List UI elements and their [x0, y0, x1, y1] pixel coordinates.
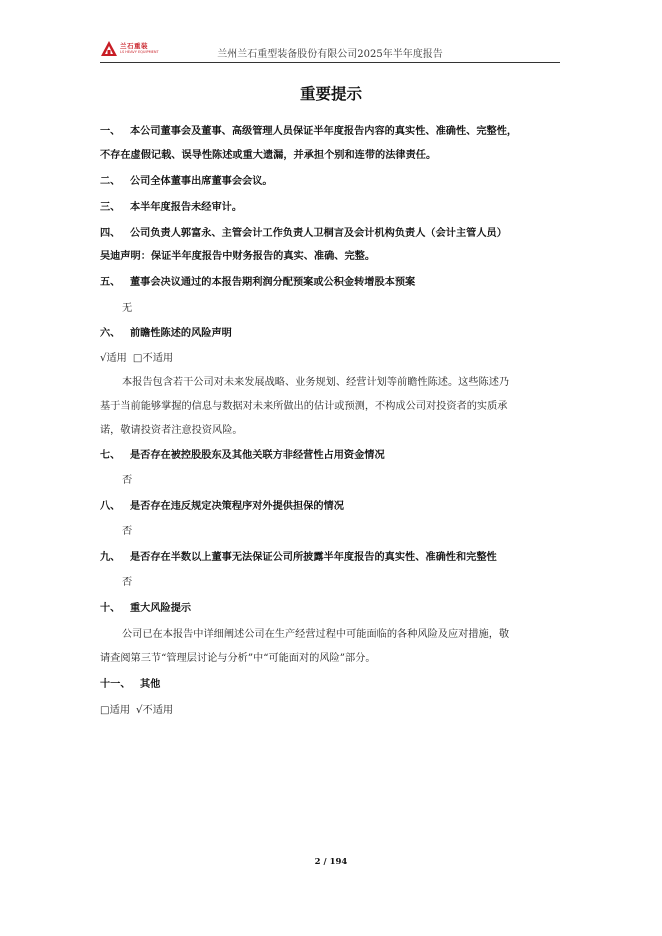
section-6-heading: [100, 322, 562, 346]
section-text: 本半年度报告未经审计。: [130, 202, 243, 213]
option-not-applicable: √不适用: [136, 705, 174, 716]
section-number: 五、: [100, 277, 121, 288]
section-text: 董事会决议通过的本报告期利润分配预案或公积金转增股本预案: [130, 277, 416, 288]
section-number: 六、: [100, 328, 121, 339]
section-text: 是否存在半数以上董事无法保证公司所披露半年度报告的真实性、准确性和完整性: [130, 552, 497, 563]
section-5-heading: [100, 271, 562, 295]
section-4-heading-cont: [100, 245, 562, 269]
section-number: 四、: [100, 228, 121, 239]
section-5-value: 无: [122, 303, 133, 314]
option-applicable: □适用: [100, 705, 131, 716]
section-7-value: 否: [122, 475, 133, 486]
section-number: 一、: [100, 126, 121, 137]
section-text: 前瞻性陈述的风险声明: [130, 328, 232, 339]
section-text: 是否存在被控股股东及其他关联方非经营性占用资金情况: [130, 450, 385, 461]
option-not-applicable: □不适用: [132, 353, 174, 364]
section-11-heading: [100, 673, 562, 697]
forward-looking-line-2: 基于当前能够掌握的信息与数据对未来所做出的估计或预测，不构成公司对投资者的实质承: [100, 401, 508, 412]
page-number: 2 / 194: [314, 857, 348, 867]
section-4-heading: [100, 222, 562, 246]
forward-looking-line-3: 诺，敬请投资者注意投资风险。: [100, 425, 243, 436]
header-title: 兰州兰石重型装备股份有限公司2025年半年度报告: [217, 49, 443, 60]
section-text: 其他: [140, 679, 161, 690]
logo-text: 兰石重装: [120, 42, 148, 50]
section-3-heading: [100, 196, 562, 220]
section-1-heading-cont: [100, 144, 562, 168]
section-number: 三、: [100, 202, 121, 213]
option-applicable: √适用: [100, 353, 127, 364]
risk-line-2: 请查阅第三节“管理层讨论与分析”中“可能面对的风险”部分。: [100, 653, 376, 664]
page-title: 重要提示: [299, 85, 362, 103]
section-number: 八、: [100, 501, 121, 512]
section-10-heading: [100, 597, 562, 621]
forward-looking-options: [100, 347, 173, 371]
section-number: 十、: [100, 603, 121, 614]
section-number: 九、: [100, 552, 121, 563]
section-1-heading: [100, 120, 562, 144]
section-number: 二、: [100, 176, 121, 187]
section-text: 公司全体董事出席董事会会议。: [130, 176, 273, 187]
other-options: [100, 699, 173, 723]
section-8-heading: [100, 495, 562, 519]
section-text: 吴迪声明：保证半年度报告中财务报告的真实、准确、完整。: [100, 251, 376, 262]
section-7-heading: [100, 444, 562, 468]
section-9-value: 否: [122, 577, 133, 588]
section-text: 本公司董事会及董事、高级管理人员保证半年度报告内容的真实性、准确性、完整性，: [130, 126, 518, 137]
risk-line-1: 公司已在本报告中详细阐述公司在生产经营过程中可能面临的各种风险及应对措施，敬: [122, 629, 510, 640]
section-text: 不存在虚假记载、误导性陈述或重大遗漏，并承担个别和连带的法律责任。: [100, 150, 437, 161]
section-number: 十一、: [100, 679, 131, 690]
section-9-heading: [100, 546, 562, 570]
section-text: 重大风险提示: [130, 603, 192, 614]
forward-looking-line-1: 本报告包含若干公司对未来发展战略、业务规划、经营计划等前瞻性陈述。这些陈述乃: [122, 377, 510, 388]
section-8-value: 否: [122, 526, 133, 537]
page-header: [100, 40, 560, 63]
section-number: 七、: [100, 450, 121, 461]
section-text: 公司负责人郭富永、主管会计工作负责人卫桐言及会计机构负责人（会计主管人员）: [130, 228, 507, 239]
section-2-heading: [100, 170, 562, 194]
logo-subtext: LS HEAVY EQUIPMENT: [120, 50, 159, 54]
section-text: 是否存在违反规定决策程序对外提供担保的情况: [130, 501, 344, 512]
